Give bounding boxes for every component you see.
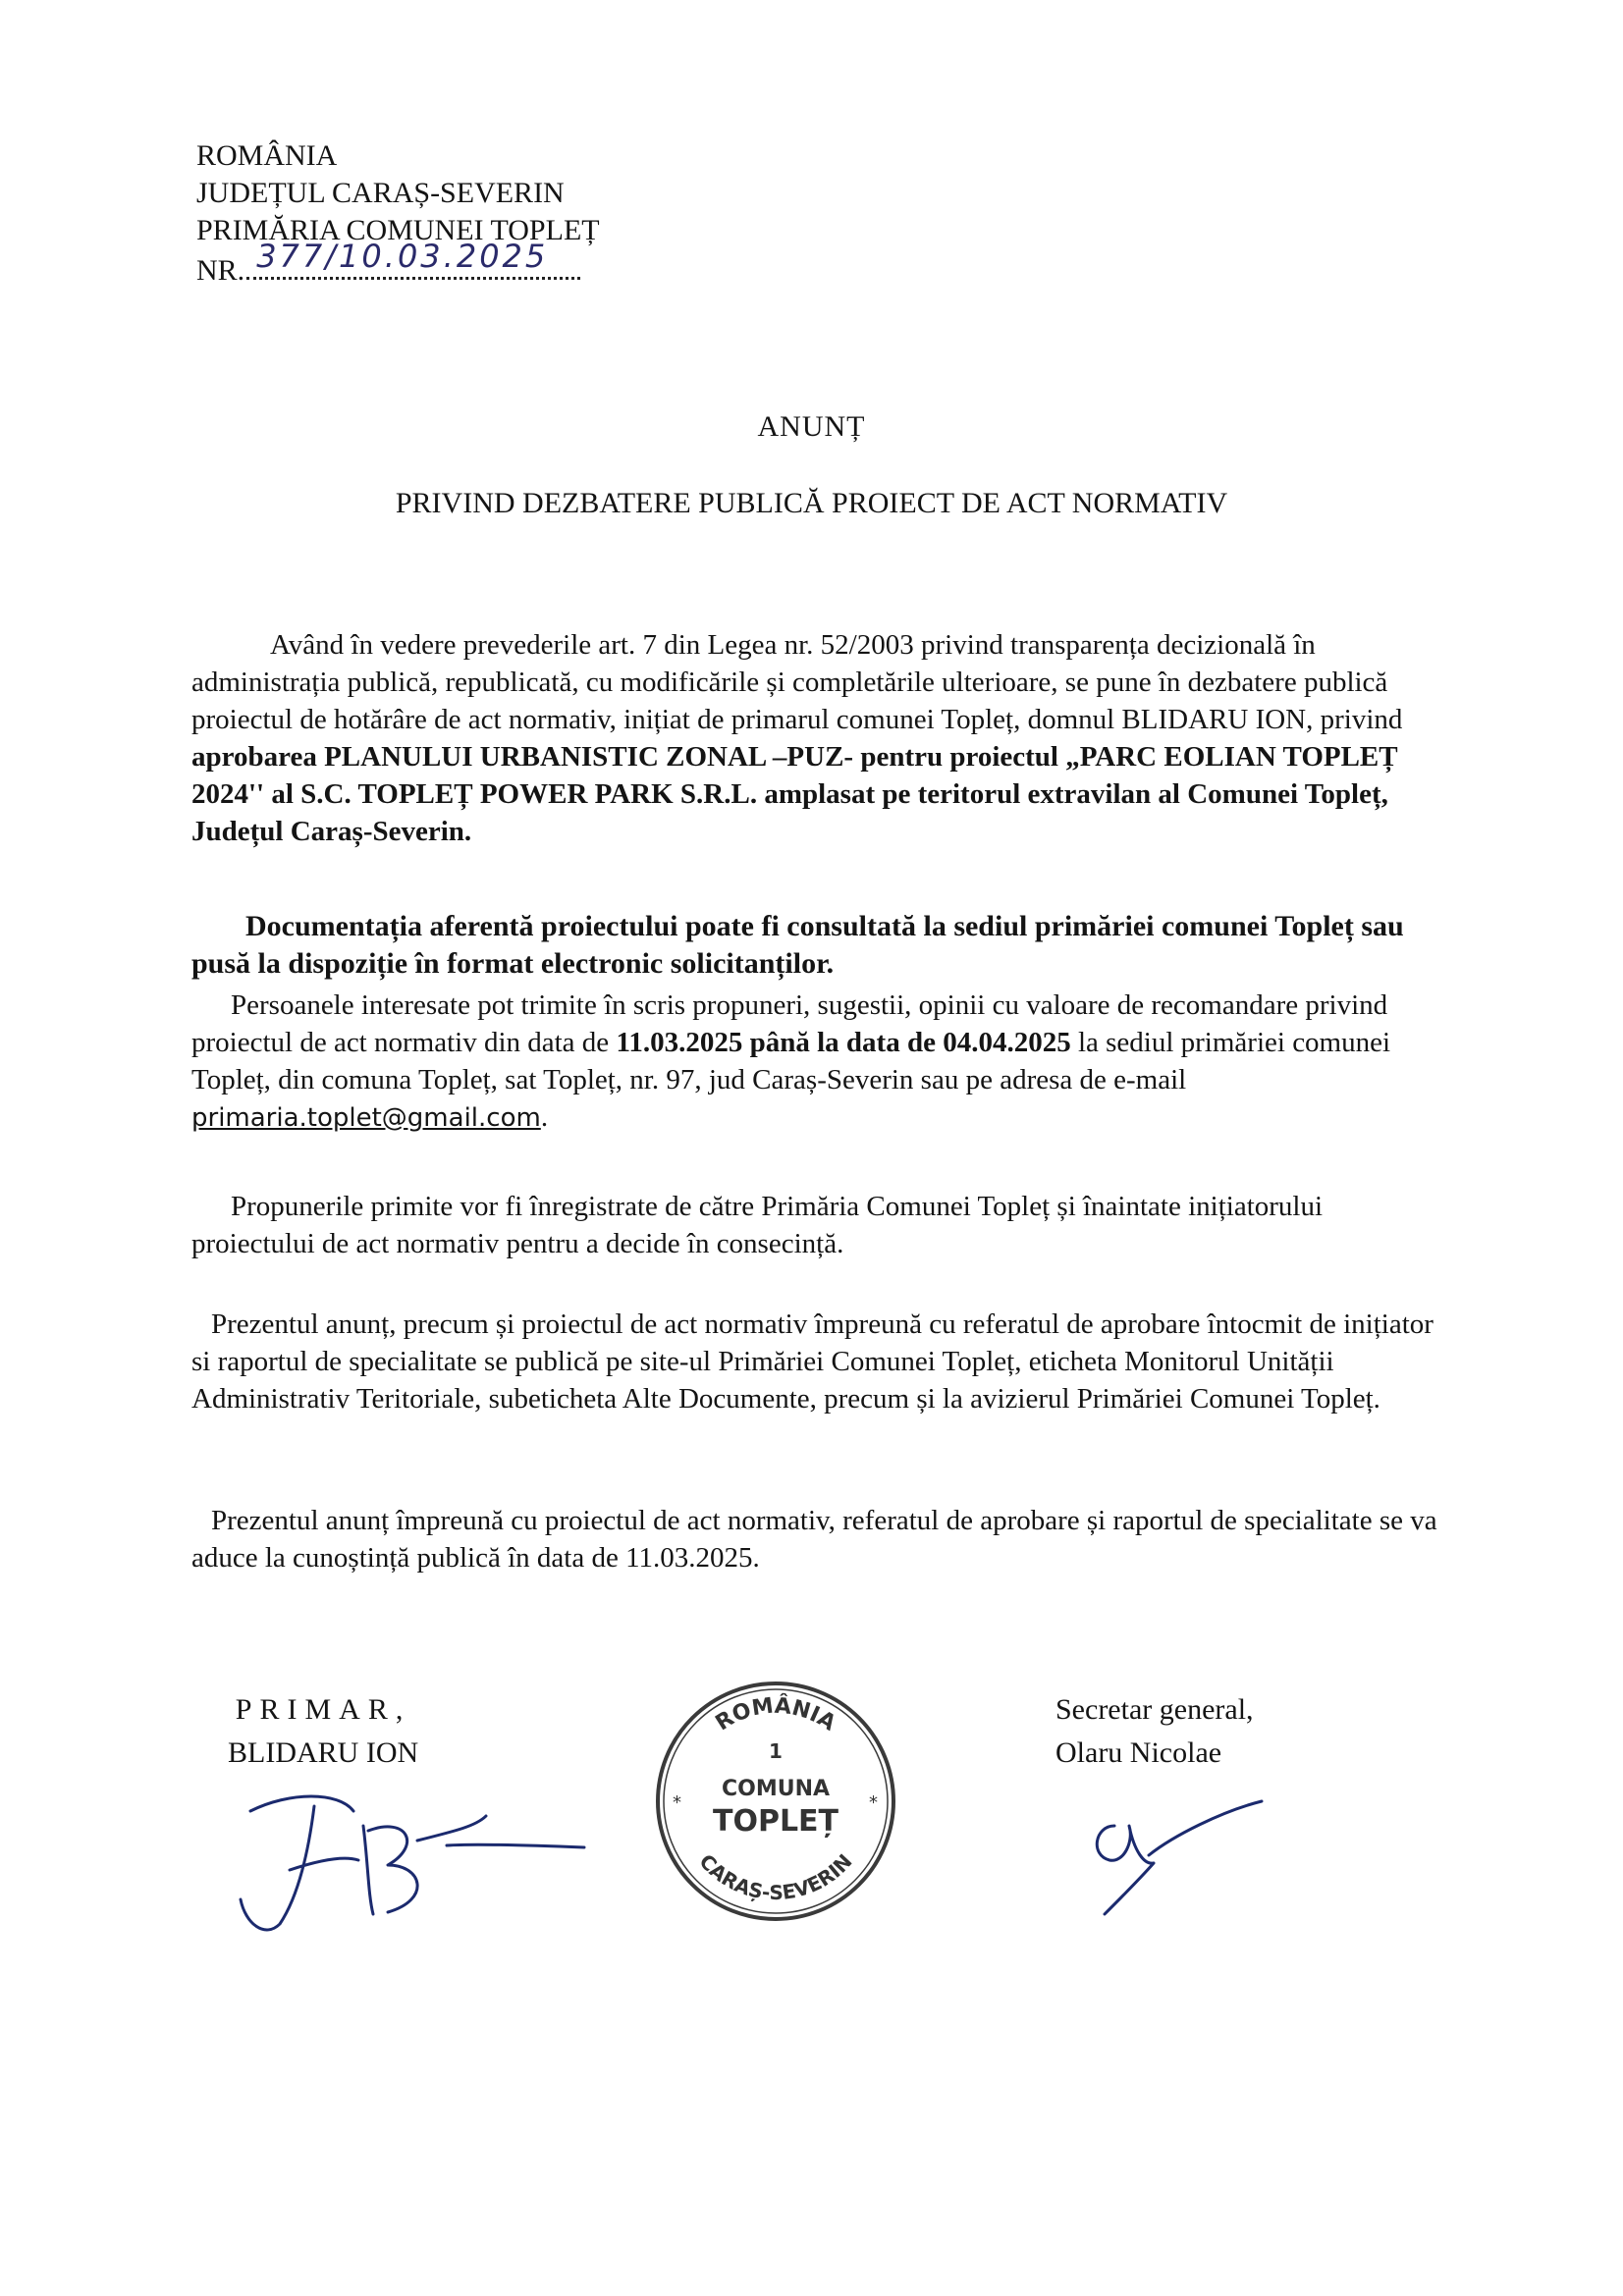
paragraph-intro-bold: aprobarea PLANULUI URBANISTIC ZONAL –PUZ- pentru proiectul „PARC EOLIAN TOPLEȚ 2024'' al S.C. TOPLEȚ POWER PARK S.R.L. amplasat pe teritorul extravilan al Comunei Topleț, Județul Caraș-Severin. bbox=[191, 741, 1398, 847]
secretary-signature-block bbox=[1055, 1688, 1254, 1775]
registration-number-line bbox=[196, 238, 600, 290]
document-title: ANUNȚ bbox=[757, 410, 866, 443]
document-header bbox=[196, 137, 600, 290]
svg-text:*: * bbox=[869, 1792, 878, 1813]
secretary-name: Olaru Nicolae bbox=[1055, 1736, 1222, 1769]
official-stamp bbox=[643, 1669, 908, 1934]
stamp-commune-name: TOPLEȚ bbox=[712, 1804, 839, 1839]
stamp-label: COMUNA bbox=[721, 1777, 831, 1801]
date-to: 04.04.2025 bbox=[943, 1027, 1071, 1058]
paragraph-documentation-text: Documentația aferentă proiectului poate fi consultată la sediul primăriei comunei Topleț sau pusă la dispoziție în format electronic solicitanților. bbox=[191, 910, 1404, 980]
secretary-title: Secretar general, bbox=[1055, 1693, 1254, 1726]
stamp-top-text: ROMÂNIA bbox=[711, 1693, 840, 1736]
svg-text:*: * bbox=[673, 1792, 681, 1813]
paragraph-registration bbox=[191, 1188, 1438, 1262]
paragraph-intro-text: Având în vedere prevederile art. 7 din Legea nr. 52/2003 privind transparența decizională în administrația publică, republicată, cu modificările și completările ulterioare, se pune în dezbatere publică proiectul de hotărâre de act normativ, inițiat de primarul comunei Topleț, domnul BLIDARU ION, privind bbox=[191, 629, 1403, 735]
proposals-text-1: Persoanele interesate pot trimite în scris propuneri, sugestii, opinii cu valoare de recomandare privind proiectul de act normativ din data de bbox=[191, 989, 1388, 1058]
nr-handwritten-value: 377/10.03.2025 bbox=[256, 238, 549, 275]
proposals-until: până la data de bbox=[742, 1027, 944, 1058]
stamp-bottom-text: CARAȘ-SEVERIN bbox=[694, 1849, 857, 1905]
date-from: 11.03.2025 bbox=[616, 1027, 743, 1058]
document-subtitle: PRIVIND DEZBATERE PUBLICĂ PROIECT DE ACT NORMATIV bbox=[395, 487, 1228, 519]
mayor-handwritten-signature bbox=[221, 1787, 594, 1944]
paragraph-proposals bbox=[191, 987, 1438, 1137]
county-line: JUDEȚUL CARAȘ-SEVERIN bbox=[196, 177, 565, 209]
paragraph-announcement-date bbox=[191, 1502, 1438, 1576]
paragraph-intro bbox=[191, 626, 1438, 850]
country-line: ROMÂNIA bbox=[196, 139, 338, 172]
nr-label: NR. bbox=[196, 254, 245, 287]
paragraph-documentation bbox=[191, 908, 1438, 983]
email-link[interactable]: primaria.toplet@gmail.com bbox=[191, 1103, 541, 1133]
institution-line: PRIMĂRIA COMUNEI TOPLEȚ bbox=[196, 214, 600, 246]
proposals-text-2: la sediul primăriei comunei Topleț, din comuna Topleț, sat Topleț, nr. 97, jud Caraș-Severin sau pe adresa de e-mail bbox=[191, 1027, 1391, 1095]
secretary-handwritten-signature bbox=[1075, 1796, 1271, 1924]
stamp-number: 1 bbox=[769, 1739, 783, 1763]
paragraph-publication-text: Prezentul anunț, precum și proiectul de act normativ împreună cu referatul de aprobare întocmit de inițiator si raportul de specialitate se publică pe site-ul Primăriei Comunei Topleț, eticheta Monitorul Unității Administrativ Teritoriale, subeticheta Alte Documente, precum și la avizierul Primăriei Comunei Topleț. bbox=[191, 1308, 1434, 1415]
proposals-end: . bbox=[540, 1101, 549, 1133]
nr-dotted-field bbox=[246, 238, 580, 280]
mayor-title: PRIMAR, bbox=[235, 1693, 411, 1726]
mayor-signature-block bbox=[228, 1688, 418, 1775]
paragraph-registration-text: Propunerile primite vor fi înregistrate de către Primăria Comunei Topleț și înaintate inițiatorului proiectului de act normativ pentru a decide în consecință. bbox=[191, 1191, 1324, 1259]
paragraph-announcement-date-text: Prezentul anunț împreună cu proiectul de act normativ, referatul de aprobare și raportul de specialitate se va aduce la cunoștință publică în data de 11.03.2025. bbox=[191, 1505, 1437, 1574]
mayor-name: BLIDARU ION bbox=[228, 1736, 419, 1769]
paragraph-publication bbox=[191, 1306, 1438, 1417]
